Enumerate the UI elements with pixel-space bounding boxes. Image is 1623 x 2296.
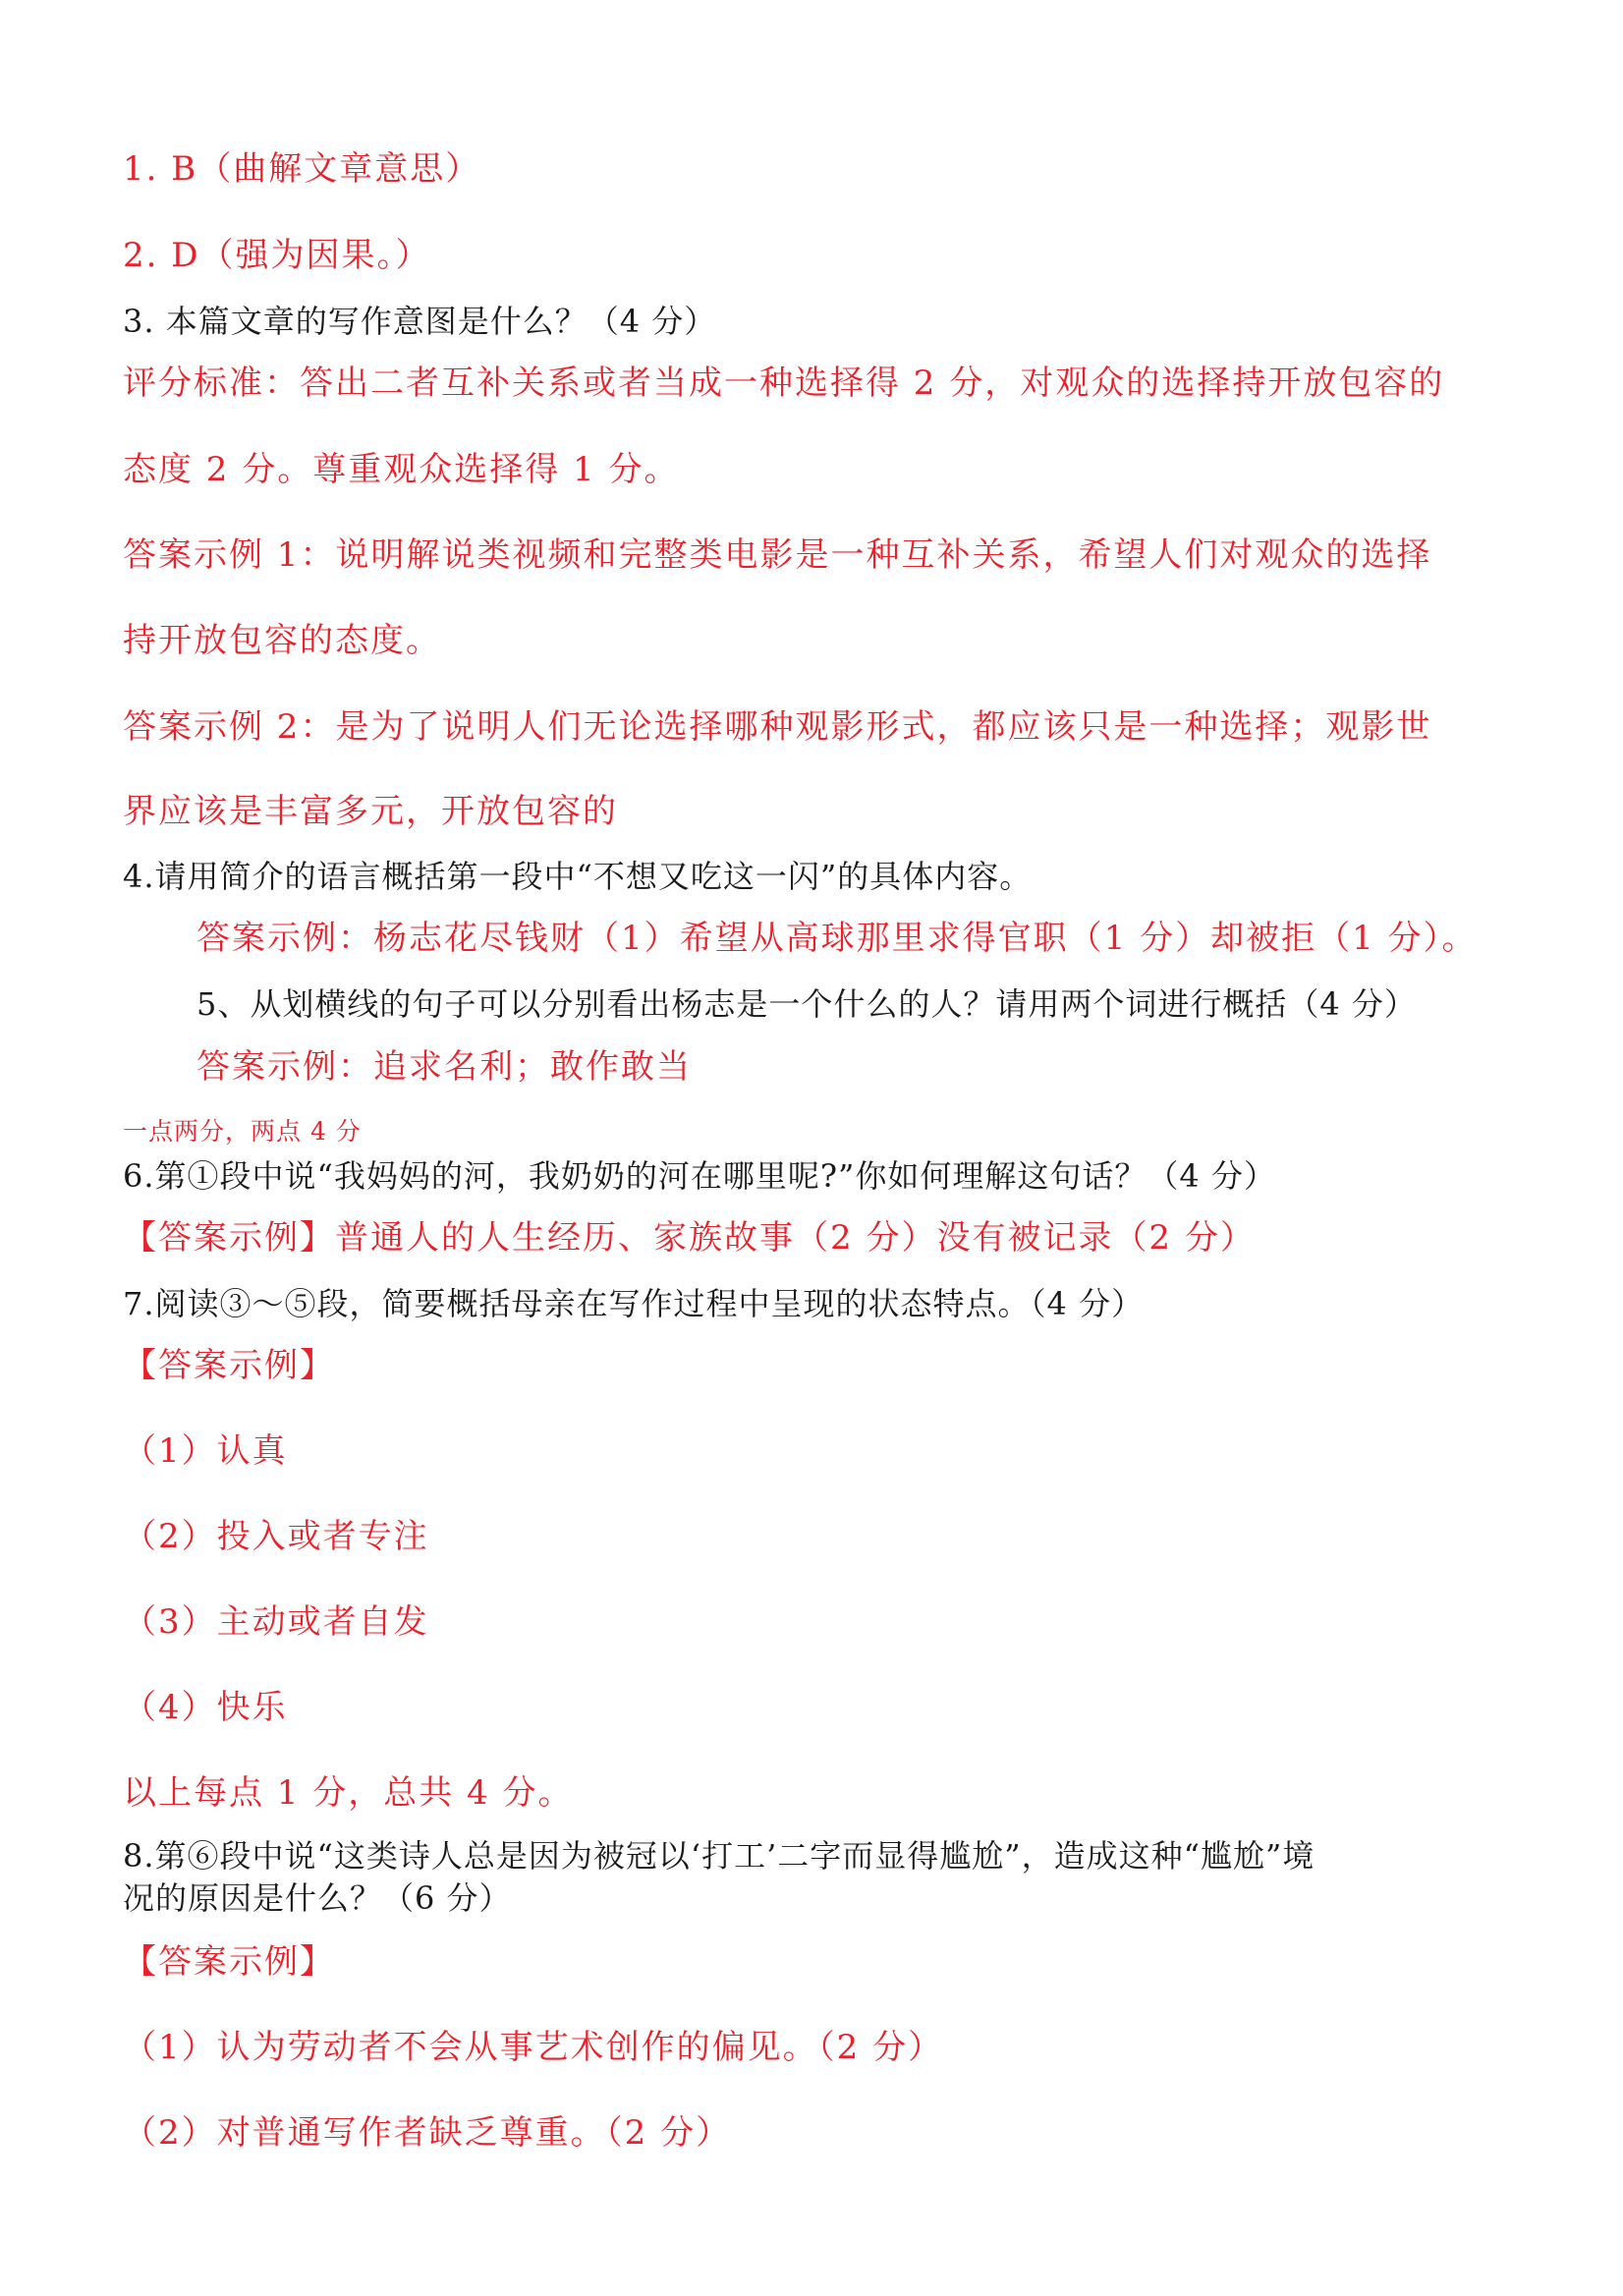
scoring-criteria-line-1: 评分标准：答出二者互补关系或者当成一种选择得 2 分，对观众的选择持开放包容的	[123, 364, 1445, 403]
question-4: 4.请用简介的语言概括第一段中“不想又吃这一闪”的具体内容。	[123, 858, 1033, 895]
question-3: 3. 本篇文章的写作意图是什么？（4 分）	[123, 303, 717, 340]
scoring-criteria-line-2: 态度 2 分。尊重观众选择得 1 分。	[123, 450, 680, 489]
answer-example-2-line-2: 界应该是丰富多元，开放包容的	[123, 792, 618, 831]
answer-8-header: 【答案示例】	[123, 1942, 335, 1982]
answer-5-scoring: 一点两分，两点 4 分	[123, 1117, 362, 1146]
question-8-line-2: 况的原因是什么？（6 分）	[123, 1879, 512, 1917]
answer-7-header: 【答案示例】	[123, 1346, 335, 1385]
answer-7-point-1: （1）认真	[123, 1431, 288, 1471]
answer-7-point-2: （2）投入或者专注	[123, 1517, 429, 1556]
answer-example-2-line-1: 答案示例 2：是为了说明人们无论选择哪种观影形式，都应该只是一种选择；观影世	[123, 707, 1432, 747]
answer-1: 1. B（曲解文章意思）	[123, 149, 481, 189]
answer-5: 答案示例：追求名利；敢作敢当	[196, 1047, 692, 1087]
question-6: 6.第①段中说“我妈妈的河，我奶奶的河在哪里呢?”你如何理解这句话？（4 分）	[123, 1157, 1276, 1195]
answer-7-point-3: （3）主动或者自发	[123, 1602, 429, 1642]
answer-2: 2. D（强为因果。）	[123, 236, 431, 275]
answer-4: 答案示例：杨志花尽钱财（1）希望从高球那里求得官职（1 分）却被拒（1 分）。	[196, 919, 1478, 958]
answer-6: 【答案示例】普通人的人生经历、家族故事（2 分）没有被记录（2 分）	[123, 1218, 1256, 1258]
question-8-line-1: 8.第⑥段中说“这类诗人总是因为被冠以‘打工’二字而显得尴尬”，造成这种“尴尬”境	[123, 1837, 1315, 1875]
answer-7-scoring: 以上每点 1 分，总共 4 分。	[123, 1773, 574, 1813]
answer-8-point-1: （1）认为劳动者不会从事艺术创作的偏见。（2 分）	[123, 2028, 944, 2067]
question-7: 7.阅读③～⑤段，简要概括母亲在写作过程中呈现的状态特点。（4 分）	[123, 1285, 1145, 1322]
answer-example-1-line-1: 答案示例 1：说明解说类视频和完整类电影是一种互补关系，希望人们对观众的选择	[123, 535, 1432, 575]
answer-7-point-4: （4）快乐	[123, 1688, 288, 1727]
question-5: 5、从划横线的句子可以分别看出杨志是一个什么的人？请用两个词进行概括（4 分）	[196, 985, 1417, 1023]
answer-example-1-line-2: 持开放包容的态度。	[123, 621, 441, 660]
answer-8-point-2: （2）对普通写作者缺乏尊重。（2 分）	[123, 2113, 732, 2153]
